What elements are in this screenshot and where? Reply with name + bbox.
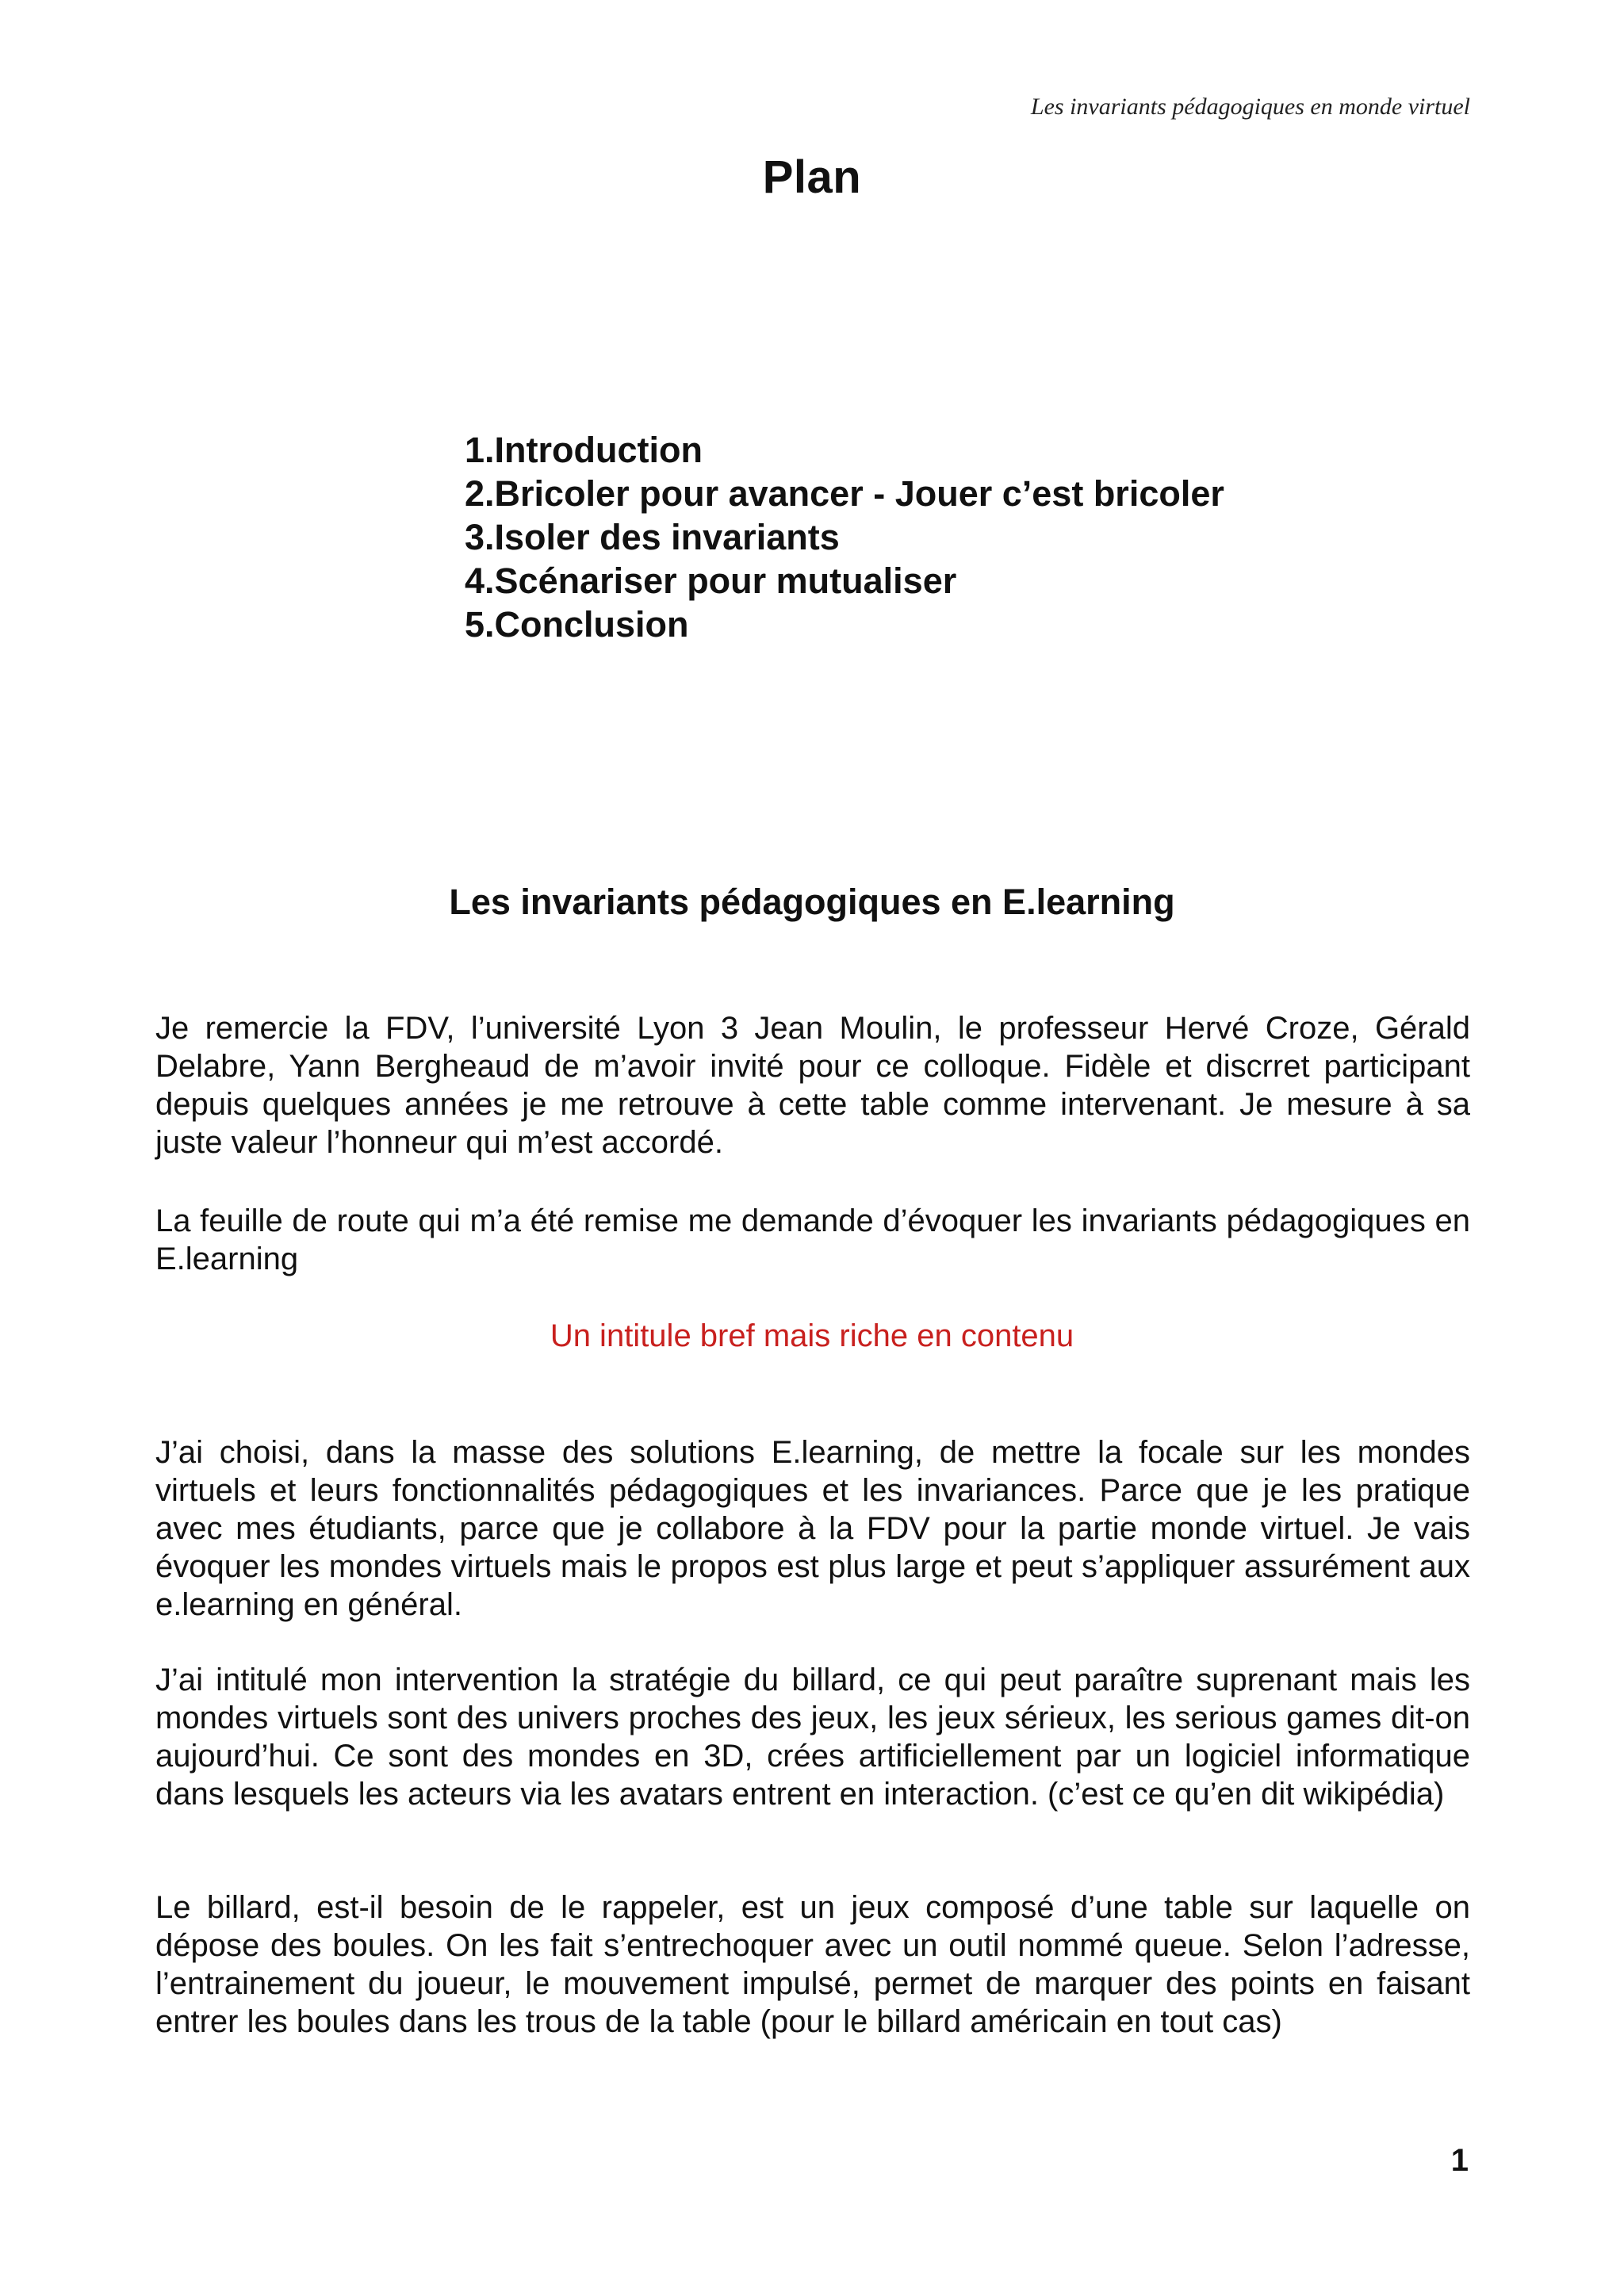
plan-item-isoler: 3.Isoler des invariants: [465, 517, 840, 557]
plan-item-introduction: 1.Introduction: [465, 430, 703, 470]
paragraph-feuille-de-route: La feuille de route qui m’a été remise me demande d’évoquer les invariants pédagogiques en E.learning: [155, 1203, 1470, 1276]
paragraph-remerciements: Je remercie la FDV, l’université Lyon 3 Jean Moulin, le professeur Hervé Croze, Gérald Delabre, Yann Bergheaud de m’avoir invité pour ce colloque. Fidèle et discrret participant depuis quelques années je me retrouve à cette table comme intervenant. Je mesure à sa juste valeur l’honneur qui m’est accordé.: [155, 1011, 1470, 1160]
paragraph-billard-definition: Le billard, est-il besoin de le rappeler, est un jeux composé d’une table sur laquelle on dépose des boules. On les fait s’entrechoquer avec un outil nommé queue. Selon l’adresse, l’entrainement du joueur, le mouvement impulsé, permet de marquer des points en faisant entrer les boules dans les trous de la table (pour le billard américain en tout cas): [155, 1890, 1470, 2039]
plan-item-bricoler: 2.Bricoler pour avancer - Jouer c’est bricoler: [465, 473, 1224, 514]
plan-item-conclusion: 5.Conclusion: [465, 604, 689, 645]
highlight-line: Un intitule bref mais riche en contenu: [550, 1318, 1074, 1353]
plan-list: [465, 428, 1224, 646]
running-header: Les invariants pédagogiques en monde virtuel: [1030, 94, 1470, 120]
paragraph-mondes-virtuels: J’ai choisi, dans la masse des solutions E.learning, de mettre la focale sur les mondes virtuels et leurs fonctionnalités pédagogiques et les invariances. Parce que je les pratique avec mes étudiants, parce que je collabore à la FDV pour la partie monde virtuel. Je vais évoquer les mondes virtuels mais le propos est plus large et peut s’appliquer assurément aux e.learning en général.: [155, 1435, 1470, 1622]
plan-title: Plan: [762, 151, 862, 203]
plan-item-scenariser: 4.Scénariser pour mutualiser: [465, 561, 957, 601]
section-title: Les invariants pédagogiques en E.learning: [449, 882, 1175, 922]
page-number: 1: [1450, 2143, 1469, 2178]
paragraph-strategie-billard: J’ai intitulé mon intervention la stratégie du billard, ce qui peut paraître suprenant mais les mondes virtuels sont des univers proches des jeux, les jeux sérieux, les serious games dit-on aujourd’hui. Ce sont des mondes en 3D, crées artificiellement par un logiciel informatique dans lesquels les acteurs via les avatars entrent en interaction. (c’est ce qu’en dit wikipédia): [155, 1663, 1470, 1812]
